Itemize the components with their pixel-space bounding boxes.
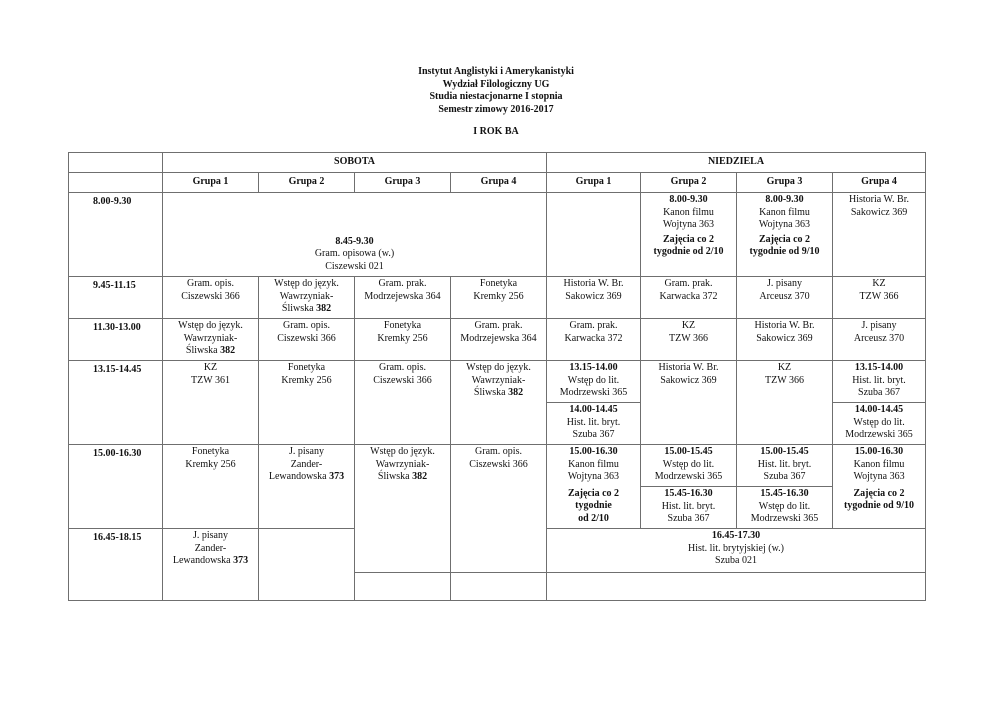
sat-class-cell: Gram. opis. Ciszewski 366	[259, 319, 355, 361]
sat-class-cell: Gram. opis. Ciszewski 366	[355, 361, 451, 445]
sat-class-cell: Fonetyka Kremky 256	[355, 319, 451, 361]
sat-group-3: Grupa 3	[355, 173, 451, 193]
sat-gram-opisowa-lecture: 8.45-9.30 Gram. opisowa (w.) Ciszewski 021	[163, 233, 547, 277]
sun-class-cell: KZ TZW 366	[737, 361, 833, 445]
sat-class-cell: Gram. prak. Modrzejewska 364	[451, 319, 547, 361]
sat-class-cell: Gram. opis. Ciszewski 366	[451, 445, 547, 573]
sun-g1-empty-cell	[547, 193, 641, 277]
sun-class-cell: 15.00-15.45 Wstęp do lit. Modrzewski 365	[641, 445, 737, 487]
sat-empty-cell	[259, 529, 355, 601]
schedule-table	[68, 152, 926, 601]
sat-class-cell: Wstęp do język. Wawrzyniak- Śliwska 382	[355, 445, 451, 573]
sat-class-cell: Gram. opis. Ciszewski 366	[163, 277, 259, 319]
sun-g3-frequency-note: Zajęcia co 2 tygodnie od 9/10	[737, 233, 833, 277]
sun-class-cell: Historia W. Br. Sakowicz 369	[547, 277, 641, 319]
sat-empty-cell	[163, 193, 547, 233]
sun-class-cell: J. pisany Arceusz 370	[833, 319, 926, 361]
semester: Semestr zimowy 2016-2017	[438, 103, 554, 115]
sun-class-cell: J. pisany Arceusz 370	[737, 277, 833, 319]
sun-group-1: Grupa 1	[547, 173, 641, 193]
sun-class-cell: 14.00-14.45 Wstęp do lit. Modrzewski 365	[833, 403, 926, 445]
sun-class-cell: 13.15-14.00 Wstęp do lit. Modrzewski 365	[547, 361, 641, 403]
time-slot: 13.15-14.45	[69, 361, 163, 445]
day-sunday: NIEDZIELA	[547, 153, 926, 173]
sun-g2-frequency-note: Zajęcia co 2 tygodnie od 2/10	[641, 233, 737, 277]
sun-class-cell: Historia W. Br. Sakowicz 369	[737, 319, 833, 361]
faculty-name: Wydział Filologiczny UG	[442, 78, 550, 90]
sun-group-3: Grupa 3	[737, 173, 833, 193]
sun-class-cell: Historia W. Br. Sakowicz 369	[641, 361, 737, 445]
sun-g4-kanon-filmu: 15.00-16.30 Kanon filmu Wojtyna 363	[833, 445, 926, 487]
sun-hist-lit-lecture: 16.45-17.30 Hist. lit. brytyjskiej (w.) Szuba 021	[547, 529, 926, 573]
sun-g3-kanon-filmu: 8.00-9.30 Kanon filmu Wojtyna 363	[737, 193, 833, 233]
sun-g1-frequency-note: Zajęcia co 2 tygodnie od 2/10	[547, 487, 641, 529]
sun-group-2: Grupa 2	[641, 173, 737, 193]
sat-class-cell: J. pisany Zander- Lewandowska 373	[163, 529, 259, 601]
sun-class-cell: KZ TZW 366	[833, 277, 926, 319]
sun-class-cell: 13.15-14.00 Hist. lit. bryt. Szuba 367	[833, 361, 926, 403]
time-slot: 9.45-11.15	[69, 277, 163, 319]
sun-class-cell: Gram. prak. Karwacka 372	[547, 319, 641, 361]
sun-class-cell: 14.00-14.45 Hist. lit. bryt. Szuba 367	[547, 403, 641, 445]
sat-class-cell: Fonetyka Kremky 256	[451, 277, 547, 319]
institute-name: Instytut Anglistyki i Amerykanistyki	[418, 66, 574, 77]
day-saturday: SOBOTA	[163, 153, 547, 173]
sat-group-4: Grupa 4	[451, 173, 547, 193]
time-slot: 15.00-16.30	[69, 445, 163, 529]
sun-g4-frequency-note: Zajęcia co 2 tygodnie od 9/10	[833, 487, 926, 529]
sat-class-cell: Fonetyka Kremky 256	[163, 445, 259, 529]
document-header	[0, 66, 992, 139]
sat-empty-cell	[355, 573, 451, 601]
sat-class-cell: Wstęp do język. Wawrzyniak- Śliwska 382	[451, 361, 547, 445]
corner-cell	[69, 173, 163, 193]
sat-class-cell: J. pisany Zander- Lewandowska 373	[259, 445, 355, 529]
sat-class-cell: Gram. prak. Modrzejewska 364	[355, 277, 451, 319]
sun-class-cell: 15.45-16.30 Hist. lit. bryt. Szuba 367	[641, 487, 737, 529]
year-title: I ROK BA	[473, 126, 519, 137]
sun-class-cell: KZ TZW 366	[641, 319, 737, 361]
sat-class-cell: Fonetyka Kremky 256	[259, 361, 355, 445]
sun-group-4: Grupa 4	[833, 173, 926, 193]
sat-group-1: Grupa 1	[163, 173, 259, 193]
sun-empty-cell	[547, 573, 926, 601]
time-slot: 16.45-18.15	[69, 529, 163, 601]
sat-empty-cell	[451, 573, 547, 601]
time-slot: 8.00-9.30	[69, 193, 163, 277]
sun-g1-kanon-filmu: 15.00-16.30 Kanon filmu Wojtyna 363	[547, 445, 641, 487]
study-type: Studia niestacjonarne I stopnia	[429, 91, 563, 102]
sun-g2-kanon-filmu: 8.00-9.30 Kanon filmu Wojtyna 363	[641, 193, 737, 233]
time-slot: 11.30-13.00	[69, 319, 163, 361]
sun-class-cell: 15.00-15.45 Hist. lit. bryt. Szuba 367	[737, 445, 833, 487]
sat-group-2: Grupa 2	[259, 173, 355, 193]
sat-class-cell: Wstęp do język. Wawrzyniak- Śliwska 382	[259, 277, 355, 319]
sat-class-cell: KZ TZW 361	[163, 361, 259, 445]
sun-g4-historia: Historia W. Br. Sakowicz 369	[833, 193, 926, 277]
sun-class-cell: Gram. prak. Karwacka 372	[641, 277, 737, 319]
sun-class-cell: 15.45-16.30 Wstęp do lit. Modrzewski 365	[737, 487, 833, 529]
corner-cell	[69, 153, 163, 173]
sat-class-cell: Wstęp do język. Wawrzyniak- Śliwska 382	[163, 319, 259, 361]
